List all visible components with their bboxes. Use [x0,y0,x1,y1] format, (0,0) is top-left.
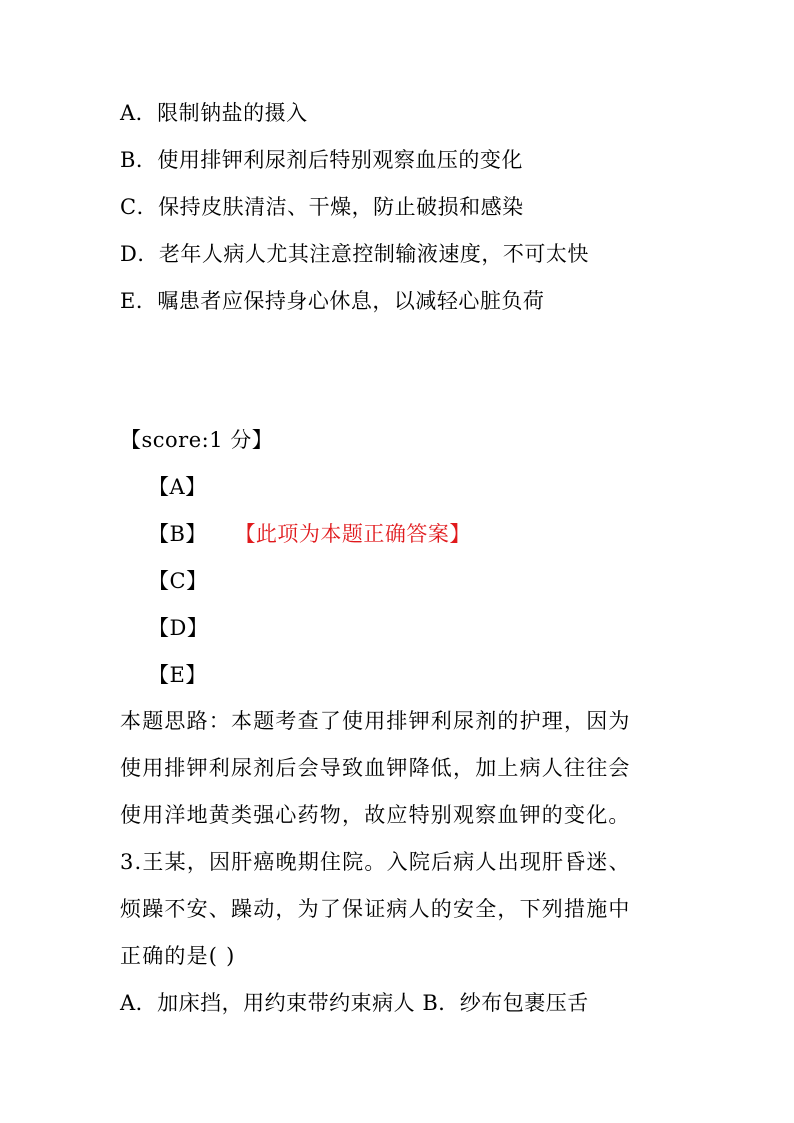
correct-answer-marker: 【此项为本题正确答案】 [244,522,471,546]
answer-choice-c: 【C】 [148,569,208,593]
question3-line-2: 烦躁不安、躁动，为了保证病人的安全，下列措施中 [120,897,631,921]
question3-line-1: 3.王某，因肝癌晚期住院。入院后病人出现肝昏迷、 [120,850,631,874]
option-d: D．老年人病人尤其注意控制输液速度，不可太快 [120,242,589,266]
score-label: 【score:1 分】 [120,428,274,452]
option-a: A．限制钠盐的摄入 [120,101,308,125]
answer-choice-d: 【D】 [148,616,209,640]
answer-choice-e: 【E】 [148,663,207,687]
answer-choice-a: 【A】 [148,475,207,499]
explanation-line-1: 本题思路：本题考查了使用排钾利尿剂的护理，因为 [120,709,631,733]
explanation-line-2: 使用排钾利尿剂后会导致血钾降低，加上病人往往会 [120,756,631,780]
question3-options: A．加床挡，用约束带约束病人 B．纱布包裹压舌 [120,991,589,1015]
question3-line-3: 正确的是( ) [120,944,236,968]
answer-choice-b: 【B】 [148,522,207,546]
answer-choice-b-row [148,519,471,549]
option-c: C．保持皮肤清洁、干燥，防止破损和感染 [120,195,524,219]
option-b: B．使用排钾利尿剂后特别观察血压的变化 [120,148,523,172]
option-e: E．嘱患者应保持身心休息，以减轻心脏负荷 [120,289,545,313]
explanation-line-3: 使用洋地黄类强心药物，故应特别观察血钾的变化。 [120,803,631,827]
